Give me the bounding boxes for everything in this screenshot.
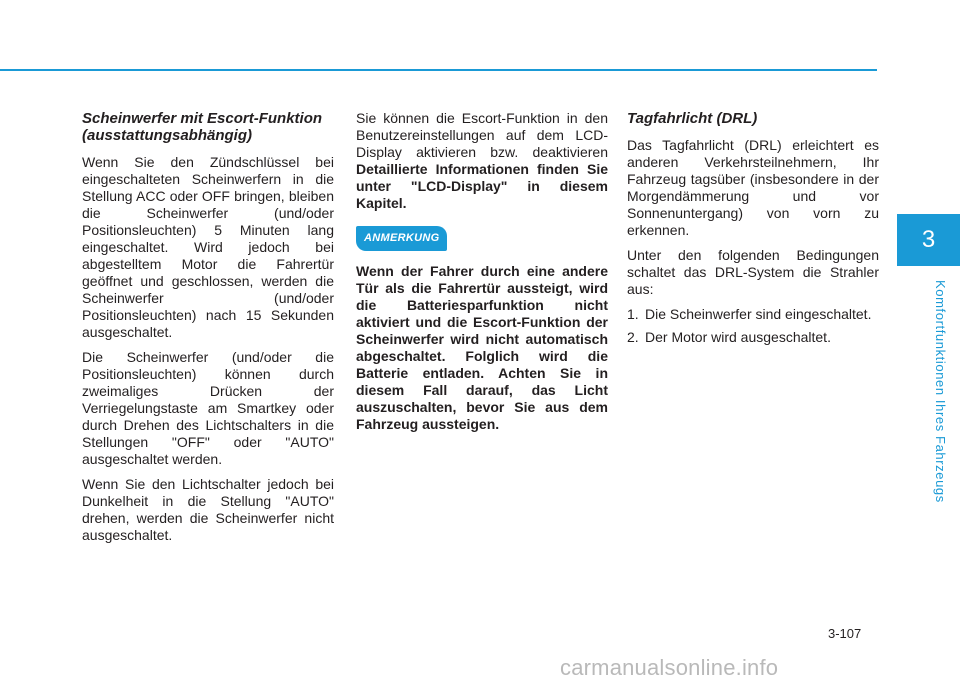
escort-paragraph-1: Wenn Sie den Zündschlüssel bei eingeschalteten Scheinwerfern in die Stellung ACC oder OFF bringen, bleiben die Scheinwerfer (und/oder Positionsleuchten) 5 Minuten lang eingeschaltet. Wird jedoch bei abgestelltem Motor die Fahrertür geöffnet und geschlossen, werden die Scheinwerfer (und/oder Positionsleuchten) nach 15 Sekunden ausgeschaltet.: [82, 154, 334, 340]
settings-paragraph: [356, 110, 608, 212]
escort-paragraph-2: Die Scheinwerfer (und/oder die Positionsleuchten) können durch zweimaliges Drücken der Verriegelungstaste am Smartkey oder durch Drehen des Lichtschalters in die Stellungen "OFF" oder "AUTO" ausgeschaltet werden.: [82, 349, 334, 467]
drl-paragraph-2: Unter den folgenden Bedingungen schaltet das DRL-System die Strahler aus:: [627, 247, 879, 297]
list-item-number: 1.: [627, 306, 639, 322]
column-escort: [82, 110, 334, 552]
settings-reference: Detaillierte Informationen finden Sie unter "LCD-Display" in diesem Kapitel.: [356, 161, 608, 211]
list-item-text: Der Motor wird ausgeschaltet.: [645, 329, 831, 345]
drl-paragraph-1: Das Tagfahrlicht (DRL) erleichtert es anderen Verkehrsteilnehmern, Ihr Fahrzeug tagsüber (insbesondere in der Morgendämmerung und vor Sonnenuntergang) von vorn zu erkennen.: [627, 137, 879, 238]
escort-paragraph-3: Wenn Sie den Lichtschalter jedoch bei Dunkelheit in die Stellung "AUTO" drehen, werden die Scheinwerfer nicht ausgeschaltet.: [82, 476, 334, 543]
list-item: [627, 306, 879, 323]
note-text: Wenn der Fahrer durch eine andere Tür als die Fahrertür aussteigt, wird die Batteriesparfunktion nicht aktiviert und die Escort-Funktion der Scheinwerfer wird nicht automatisch abgeschaltet. Folglich wird die Batterie entladen. Achten Sie in diesem Fall darauf, das Licht auszuschalten, bevor Sie aus dem Fahrzeug aussteigen.: [356, 263, 608, 432]
chapter-title: Komfortfunktionen Ihres Fahrzeugs: [933, 280, 948, 503]
column-settings-note: [356, 110, 608, 441]
chapter-tab: [897, 214, 960, 266]
list-item-number: 2.: [627, 329, 639, 345]
list-item-text: Die Scheinwerfer sind eingeschaltet.: [645, 306, 872, 322]
watermark[interactable]: carmanualsonline.info: [560, 655, 779, 680]
column-drl: [627, 110, 879, 352]
settings-text: Sie können die Escort-Funktion in den Benutzereinstellungen auf dem LCD-Display aktivieren bzw. deaktivieren: [356, 110, 608, 160]
escort-heading: Scheinwerfer mit Escort-Funktion (ausstattungsabhängig): [82, 110, 323, 144]
drl-heading: Tagfahrlicht (DRL): [627, 110, 758, 127]
drl-conditions-list: [627, 306, 879, 346]
note-badge: ANMERKUNG: [356, 226, 447, 251]
page-number: 3-107: [828, 626, 862, 641]
list-item: [627, 329, 879, 346]
chapter-number: 3: [921, 226, 936, 253]
header-rule: [0, 69, 877, 71]
